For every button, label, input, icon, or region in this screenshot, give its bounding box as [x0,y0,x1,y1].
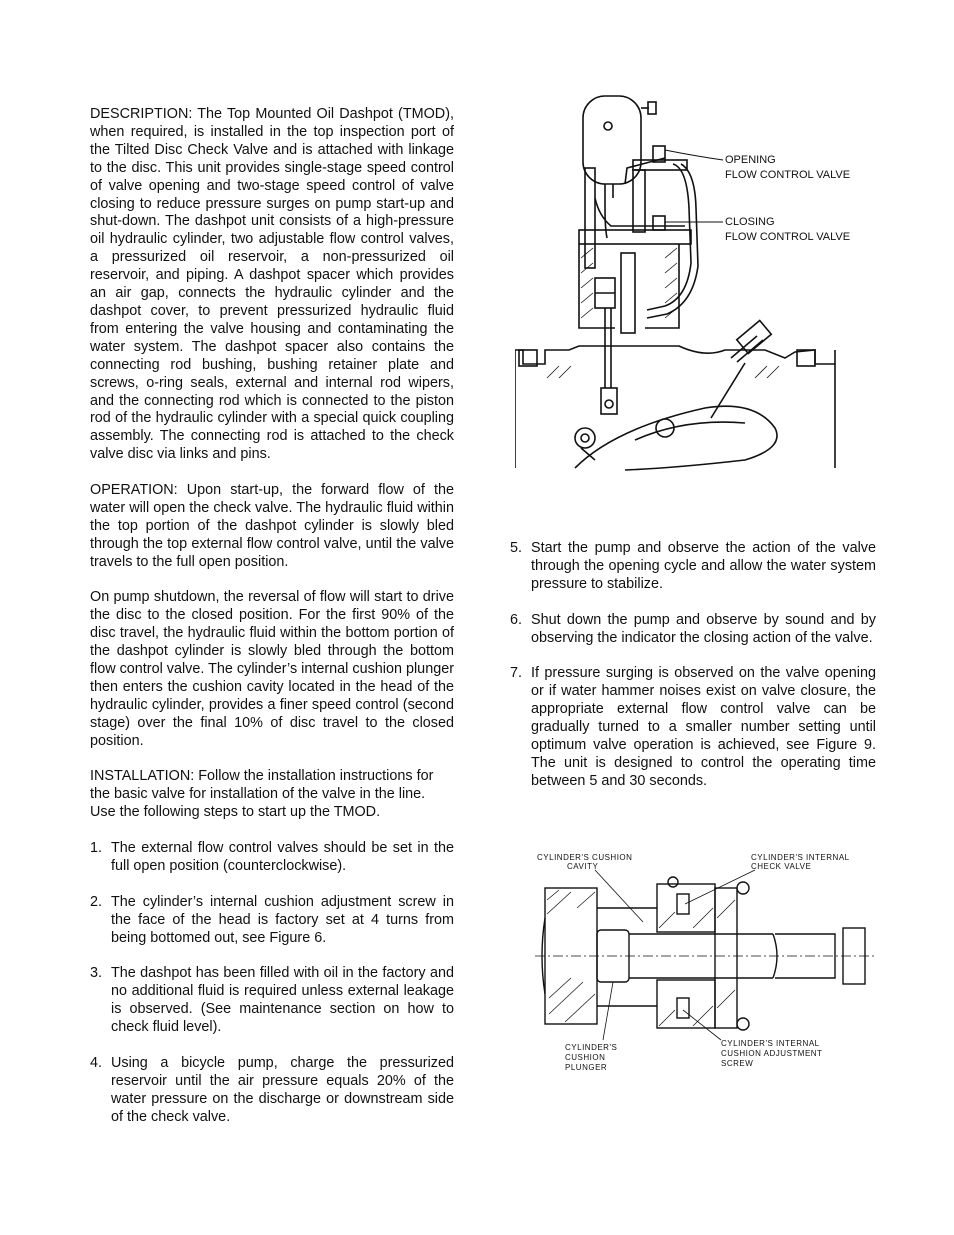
installation-paragraph: INSTALLATION: Follow the installation instructions for the basic valve for installation of the valve in the line. Use the following steps to start up the TMOD. [90,768,434,821]
shutdown-paragraph: On pump shutdown, the reversal of flow will start to drive the disc to the closed position. For the first 90% of the disc travel, the hydraulic fluid within the bottom portion of the dashpot cylinder is slowly bled through the bottom flow control valve. The cylinder’s internal cushion plunger then enters the cushion cavity located in the head of the hydraulic cylinder, provides a finer speed control (second stage) over the final 10% of disc travel to the closed position. [90,589,454,749]
opening-label-line2: FLOW CONTROL VALVE [725,169,851,181]
step-number: 2. [90,893,103,910]
steps-list-right [510,540,876,791]
plunger-label-line3: PLUNGER [565,1063,608,1072]
operation-paragraph: OPERATION: Upon start-up, the forward flow of the water will open the check valve. The hydraulic fluid within the top portion of the dashpot cylinder is slowly bled through the top external flow control valve, until the valve travels to the full open position. [90,482,454,570]
step-item [510,540,876,594]
step-item [510,612,876,648]
adjustment-screw-label: CYLINDER'S INTERNAL [721,1039,820,1048]
dashpot-assembly-figure [515,88,875,473]
step-text: Using a bicycle pump, charge the pressurized reservoir until the air pressure equals 20% of the water pressure on the discharge or downstream side of the check valve. [111,1054,454,1125]
check-valve-label: CYLINDER'S INTERNAL [751,853,850,862]
step-item [90,840,454,876]
cylinder-section-figure [525,848,875,1078]
step-text: The cylinder’s internal cushion adjustment screw in the face of the head is factory set at 4 turns from being bottomed out, see Figure 6. [111,893,454,946]
closing-label-line2: FLOW CONTROL VALVE [725,231,851,243]
cushion-cavity-label-line2: CAVITY [567,862,599,871]
step-text: Shut down the pump and observe by sound and by observing the indicator the closing action of the valve. [531,611,876,646]
description-paragraph: DESCRIPTION: The Top Mounted Oil Dashpot (TMOD), when required, is installed in the top inspection port of the Tilted Disc Check Valve and is attached with linkage to the disc. This unit provides single-stage speed control of valve opening and two-stage speed control of valve closing to reduce pressure surges on pump start-up and shut-down. The dashpot unit consists of a high-pressure oil hydraulic cylinder, two adjustable flow control valves, a pressurized oil reservoir, a non-pressurized oil reservoir, and piping. A dashpot spacer which provides an air gap, connects the hydraulic cylinder and the dashpot cover, to prevent pressurized hydraulic fluid from entering the valve housing and contaminating the water system. The dashpot spacer also contains the connecting rod bushing, bushing retainer plate and screws, o-ring seals, external and internal rod wipers, and the connecting rod which is connected to the piston rod of the hydraulic cylinder with a special quick coupling assembly. The connecting rod is attached to the check valve disc via links and pins. [90,106,454,463]
step-item [90,965,454,1037]
left-column [90,106,454,1144]
steps-list-left [90,840,454,1126]
opening-label: OPENING [725,154,776,166]
cushion-cavity-label: CYLINDER'S CUSHION [537,853,633,862]
step-text: The external flow control valves should be set in the full open position (counterclockwise). [111,840,454,874]
step-text: Start the pump and observe the action of the valve through the opening cycle and allow the water system pressure to stabilize. [531,540,876,592]
step-number: 7. [510,665,523,682]
step-number: 6. [510,611,523,628]
step-number: 5. [510,540,523,556]
adjustment-screw-label-line3: SCREW [721,1059,754,1068]
step-text: The dashpot has been filled with oil in the factory and no additional fluid is required unless external leakage is observed. (See maintenance section on how to check fluid level). [111,965,454,1036]
plunger-label: CYLINDER'S [565,1043,618,1052]
step-number: 1. [90,840,103,857]
check-valve-label-line2: CHECK VALVE [751,862,812,871]
right-column [510,540,876,809]
adjustment-screw-label-line2: CUSHION ADJUSTMENT [721,1049,823,1058]
step-number: 4. [90,1054,103,1071]
step-item [90,1055,454,1127]
step-item [510,665,876,790]
step-number: 3. [90,965,103,982]
step-item [90,894,454,948]
plunger-label-line2: CUSHION [565,1053,606,1062]
step-text: If pressure surging is observed on the valve opening or if water hammer noises exist on valve closure, the appropriate external flow control valve can be gradually turned to a smaller number setting until optimum valve operation is achieved, see Figure 9. The unit is designed to control the operating time between 5 and 30 seconds. [531,665,876,789]
closing-label: CLOSING [725,216,775,228]
